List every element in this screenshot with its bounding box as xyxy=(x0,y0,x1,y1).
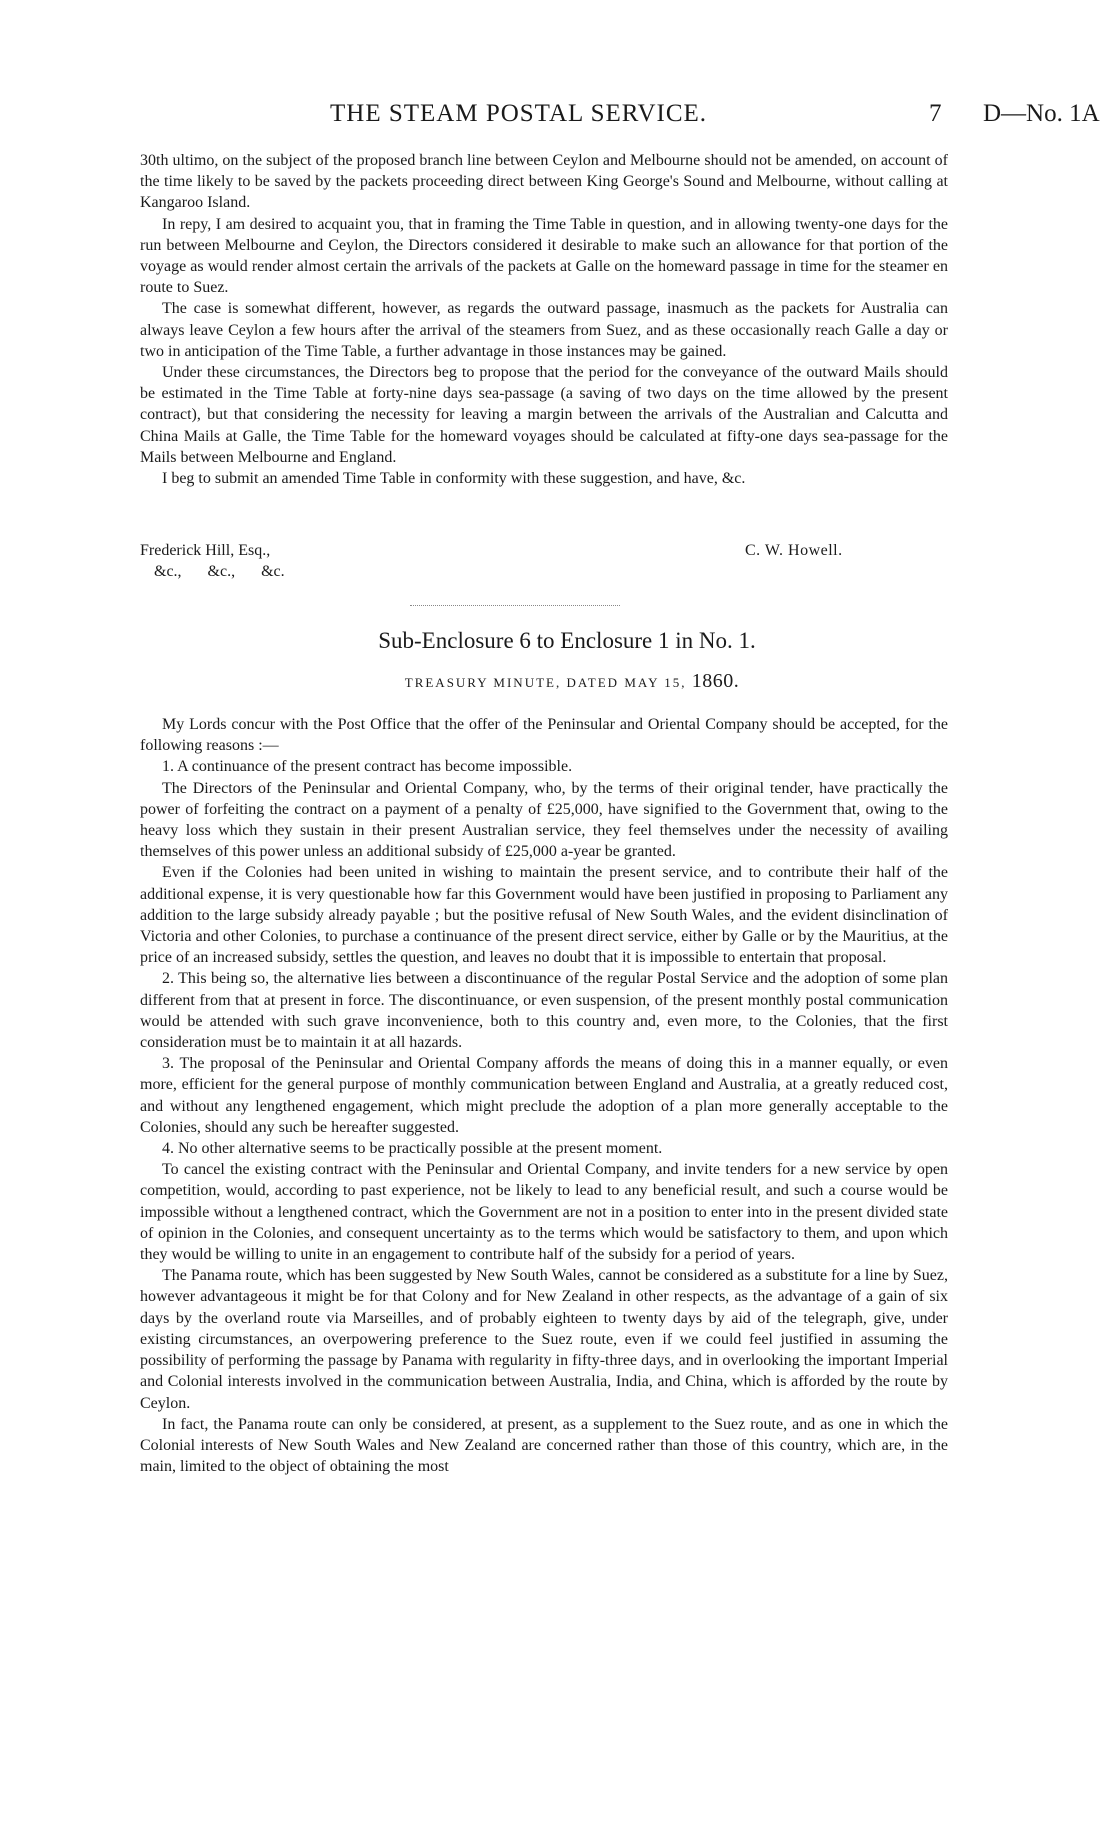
running-header xyxy=(0,100,1114,140)
minute-paragraph: In fact, the Panama route can only be considered, at present, as a supplement to the Suez route, and as one in which the Colonial interests of New South Wales and New Zealand are concerned rather than those of this country, which are, in the main, limited to the object of obtaining the most xyxy=(140,1415,948,1476)
addressee-etc: &c., &c., &c. xyxy=(154,563,285,580)
document-reference: D—No. 1A xyxy=(983,100,1100,127)
minute-paragraph: To cancel the existing contract with the Peninsular and Oriental Company, and invite tenders for a new service by open competition, would, according to past experience, not be likely to lead to any beneficial result, and such a course would be impossible without a lengthened contract, which the Government are not in a position to enter into in the present divided state of opinion in the Colonies, and consequent uncertainty as to the terms which would be satisfactory to them, and upon which they would be willing to unite in an engagement to contribute half of the subsidy for a period of years. xyxy=(140,1161,948,1264)
minute-paragraph: 4. No other alternative seems to be practically possible at the present moment. xyxy=(162,1140,663,1158)
minute-paragraph: The Directors of the Peninsular and Oriental Company, who, by the terms of their original tender, have practically the power of forfeiting the contract on a payment of a penalty of £25,000, have signified to the Government that, owing to the heavy loss which they sustain in their present Australian service, they feel themselves under the necessity of availing themselves of this power unless an additional subsidy of £25,000 a-year be granted. xyxy=(140,779,948,861)
signature-block xyxy=(140,540,948,584)
letter-paragraph: The case is somewhat different, however, as regards the outward passage, inasmuch as the packets for Australia can always leave Ceylon a few hours after the arrival of the steamers from Suez, and as these occasionally reach Galle a day or two in anticipation of the Time Table, a further advantage in those instances may be gained. xyxy=(140,300,948,360)
minute-paragraph: 1. A continuance of the present contract has become impossible. xyxy=(162,758,573,776)
minute-paragraph: 3. The proposal of the Peninsular and Oriental Company affords the means of doing this in a manner equally, or even more, efficient for the general purpose of monthly communication between England and Australia, at a greatly reduced cost, and without any lengthened engagement, which might preclude the adoption of a plan more generally acceptable to the Colonies, should any such be hereafter suggested. xyxy=(140,1055,948,1136)
minute-paragraph: 2. This being so, the alternative lies between a discontinuance of the regular Postal Service and the adoption of some plan different from that at present in force. The discontinuance, or even suspension, of the present monthly postal communication would be attended with such grave inconvenience, both to this country and, even more, to the Colonies, that the first consideration must be to maintain it at all hazards. xyxy=(140,970,948,1052)
addressee-name: Frederick Hill, Esq., xyxy=(140,542,271,559)
minute-paragraph: Even if the Colonies had been united in wishing to maintain the present service, and to contribute their half of the additional expense, it is very questionable how far this Government would have been justified in proposing to Parliament any addition to the large subsidy already payable ; but the positive refusal of New South Wales, and the evident disinclination of Victoria and other Colonies, to purchase a continuance of the present direct service, either by Galle or by the Mauritius, at the price of an increased subsidy, settles the question, and leaves no doubt that it is impossible to entertain that proposal. xyxy=(140,864,948,967)
page-number: 7 xyxy=(929,100,942,127)
signatory: C. W. Howell. xyxy=(745,542,843,559)
letter-paragraph: I beg to submit an amended Time Table in conformity with these suggestion, and have, &c. xyxy=(162,470,746,488)
minute-heading xyxy=(0,670,1114,693)
letter-paragraph: Under these circumstances, the Directors beg to propose that the period for the conveyance of the outward Mails should be estimated in the Time Table at forty-nine days sea-passage (a saving of two days on the time allowed by the present contract), but that considering the necessity for leaving a margin between the arrivals of the Australian and Calcutta and China Mails at Galle, the Time Table for the homeward voyages should be calculated at fifty-one days sea-passage for the Mails between Melbourne and England. xyxy=(140,364,948,466)
letter-body xyxy=(140,150,948,489)
minute-year: 1860. xyxy=(691,670,740,692)
letter-paragraph: 30th ultimo, on the subject of the proposed branch line between Ceylon and Melbourne should not be amended, on account of the time likely to be saved by the packets proceeding direct between King George's Sound and Melbourne, without calling at Kangaroo Island. xyxy=(140,152,948,212)
minute-paragraph: The Panama route, which has been suggested by New South Wales, cannot be considered as a substitute for a line by Suez, however advantageous it might be for that Colony and for New Zealand in other respects, as the advantage of a gain of six days by the overland route via Marseilles, and of probably eighteen to twenty days by aid of the telegraph, give, under existing circumstances, an overpowering preference to the Suez route, even if we could feel justified in assuming the possibility of performing the passage by Panama with regularity in fifty-three days, and in overlooking the important Imperial and Colonial interests involved in the communication between Australia, India, and China, which is afforded by the route by Ceylon. xyxy=(140,1267,948,1412)
minute-body xyxy=(140,714,948,1477)
minute-label: TREASURY MINUTE, DATED MAY 15, xyxy=(404,675,687,690)
enclosure-heading: Sub-Enclosure 6 to Enclosure 1 in No. 1. xyxy=(378,628,756,653)
section-divider xyxy=(410,605,620,606)
running-title: THE STEAM POSTAL SERVICE. xyxy=(330,100,708,127)
letter-paragraph: In repy, I am desired to acquaint you, that in framing the Time Table in question, and in allowing twenty-one days for the run between Melbourne and Ceylon, the Directors considered it desirable to make such an allowance for that portion of the voyage as would render almost certain the arrivals of the packets at Galle on the homeward passage in time for the steamer en route to Suez. xyxy=(140,215,948,297)
minute-paragraph: My Lords concur with the Post Office that the offer of the Peninsular and Oriental Company should be accepted, for the following reasons :— xyxy=(140,716,948,755)
